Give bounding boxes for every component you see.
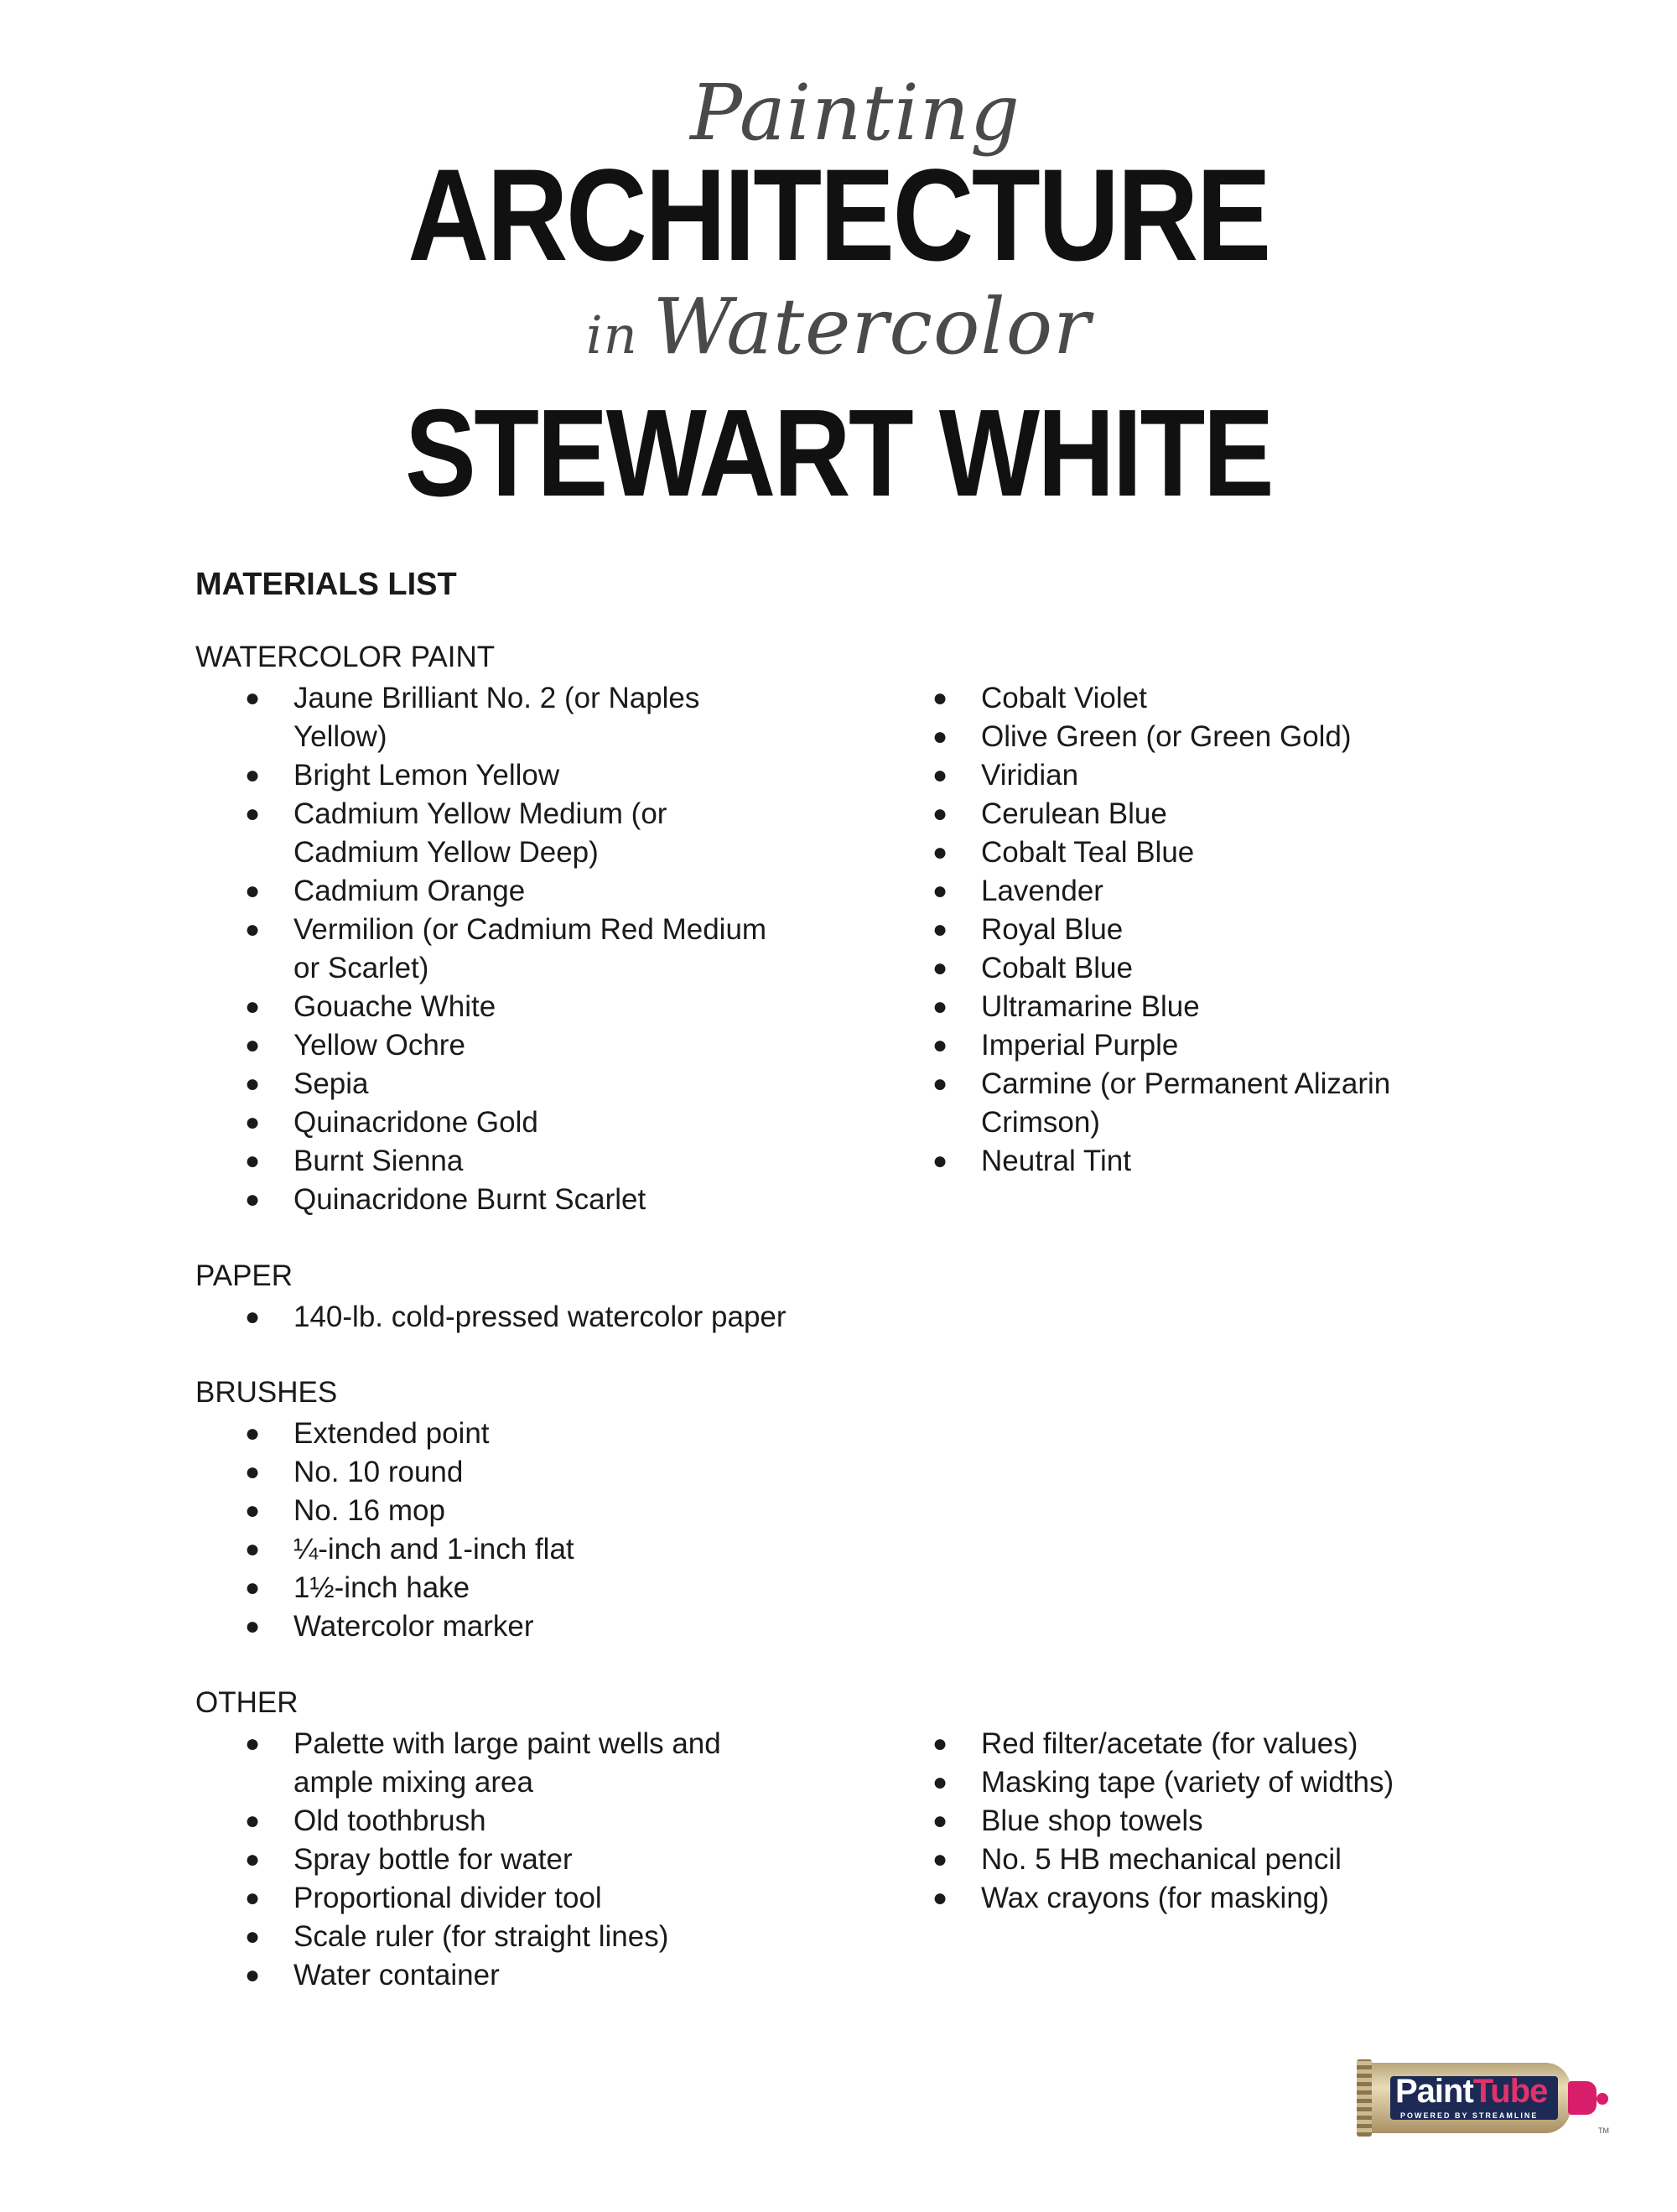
list-item — [932, 1142, 1469, 1181]
list-item-text: Jaune Brilliant No. 2 (or Naples — [293, 682, 700, 714]
list-item — [245, 1841, 815, 1879]
list-item-text: Watercolor marker — [293, 1610, 534, 1643]
bullet-icon: ● — [932, 1807, 948, 1835]
list-item — [245, 1142, 815, 1181]
list-item-text: Blue shop towels — [981, 1804, 1203, 1837]
list-item — [245, 1607, 815, 1646]
title-script-watercolor: Watercolor — [652, 282, 1092, 371]
bullet-icon: ● — [932, 1031, 948, 1059]
list-item-text: Ultramarine Blue — [981, 990, 1200, 1023]
list-item-text: No. 16 mop — [293, 1494, 445, 1527]
list-item — [932, 756, 1469, 795]
bullet-icon: ● — [245, 761, 261, 789]
title-script-line — [0, 277, 1677, 386]
list-item-text: Water container — [293, 1959, 500, 1991]
logo-paint-drop — [1597, 2093, 1608, 2105]
logo-word-paint: Paint — [1395, 2073, 1473, 2110]
list-item-text: Extended point — [293, 1417, 490, 1450]
list-item-text: Sepia — [293, 1067, 369, 1100]
bullet-icon: ● — [245, 1846, 261, 1873]
list-item-text: Quinacridone Burnt Scarlet — [293, 1183, 646, 1216]
list-item-text: Proportional divider tool — [293, 1882, 602, 1914]
list-item — [932, 1841, 1469, 1879]
list-item — [932, 1725, 1469, 1763]
list-item-text: 1½-inch hake — [293, 1571, 470, 1604]
list-item-text: Cadmium Yellow Medium (or — [293, 797, 667, 830]
list-item-text: Imperial Purple — [981, 1029, 1179, 1062]
list-item — [245, 1725, 815, 1802]
list-item — [932, 1802, 1469, 1841]
bullet-icon: ● — [245, 1458, 261, 1486]
bullet-icon: ● — [932, 954, 948, 982]
list-item-text: Palette with large paint wells and — [293, 1727, 721, 1760]
list-item — [932, 1763, 1469, 1802]
logo-tagline: POWERED BY STREAMLINE — [1400, 2111, 1539, 2120]
list-item-text: Quinacridone Gold — [293, 1106, 538, 1139]
list-item — [245, 1065, 815, 1103]
bullet-icon: ● — [932, 1730, 948, 1758]
bullet-icon: ● — [245, 1070, 261, 1098]
list-item — [245, 911, 815, 988]
section-label-other: OTHER — [195, 1686, 299, 1719]
list-item — [245, 1569, 815, 1607]
bullet-icon: ● — [245, 1535, 261, 1563]
bullet-icon: ● — [932, 684, 948, 712]
list-item-text: Lavender — [981, 875, 1103, 907]
bullet-icon: ● — [245, 1961, 261, 1989]
list-item-text: Viridian — [981, 759, 1079, 792]
list-item — [245, 795, 815, 872]
list-item — [932, 988, 1469, 1026]
title-block — [0, 67, 1677, 522]
bullet-icon: ● — [932, 1884, 948, 1912]
list-item-text: Crimson) — [981, 1106, 1100, 1139]
list-item — [932, 1065, 1469, 1142]
bullet-icon: ● — [245, 1147, 261, 1175]
list-item-text: Cobalt Teal Blue — [981, 836, 1195, 869]
bullet-icon: ● — [245, 800, 261, 828]
list-item-text: Old toothbrush — [293, 1804, 486, 1837]
bullet-icon: ● — [245, 1612, 261, 1640]
bullet-icon: ● — [245, 916, 261, 943]
list-item — [245, 1103, 815, 1142]
list-item — [245, 756, 815, 795]
bullet-icon: ● — [932, 1768, 948, 1796]
list-item — [932, 1879, 1469, 1918]
list-item — [932, 1026, 1469, 1065]
list-item-text: Neutral Tint — [981, 1145, 1131, 1177]
list-item — [245, 1879, 815, 1918]
bullet-icon: ● — [932, 916, 948, 943]
list-item-text: Olive Green (or Green Gold) — [981, 720, 1352, 753]
list-item-text: Carmine (or Permanent Alizarin — [981, 1067, 1391, 1100]
author-name: STEWART WHITE — [404, 384, 1273, 522]
list-item — [932, 833, 1469, 872]
list-item-text: Cerulean Blue — [981, 797, 1167, 830]
title-script-painting: Painting — [690, 68, 1020, 158]
list-item-text: Wax crayons (for masking) — [981, 1882, 1329, 1914]
list-item-text: Masking tape (variety of widths) — [981, 1766, 1394, 1799]
list-item-text: Cadmium Yellow Deep) — [293, 836, 599, 869]
title-architecture: ARCHITECTURE — [408, 143, 1269, 288]
paint-list-left — [245, 679, 815, 1219]
list-item — [245, 1530, 815, 1569]
list-item — [932, 795, 1469, 833]
logo-tube-crimp — [1357, 2059, 1372, 2137]
list-item-text: Spray bottle for water — [293, 1843, 573, 1876]
logo-wordmark — [1395, 2073, 1547, 2111]
list-item — [245, 1298, 815, 1337]
list-item — [932, 949, 1469, 988]
bullet-icon: ● — [932, 993, 948, 1020]
list-item-text: ample mixing area — [293, 1766, 533, 1799]
bullet-icon: ● — [245, 1186, 261, 1213]
bullet-icon: ● — [932, 1147, 948, 1175]
list-item — [245, 1181, 815, 1219]
list-item — [245, 872, 815, 911]
bullet-icon: ● — [245, 1730, 261, 1758]
section-label-paint: WATERCOLOR PAINT — [195, 641, 496, 673]
list-item — [245, 1956, 815, 1995]
list-item-text: Gouache White — [293, 990, 496, 1023]
list-item — [932, 911, 1469, 949]
list-item-text: Bright Lemon Yellow — [293, 759, 560, 792]
bullet-icon: ● — [932, 877, 948, 905]
list-item-text: Vermilion (or Cadmium Red Medium — [293, 913, 767, 946]
bullet-icon: ● — [932, 761, 948, 789]
list-item — [245, 1802, 815, 1841]
bullet-icon: ● — [245, 993, 261, 1020]
list-item — [245, 1026, 815, 1065]
bullet-icon: ● — [932, 1070, 948, 1098]
title-script-in: in — [585, 304, 638, 366]
list-item-text: Burnt Sienna — [293, 1145, 464, 1177]
logo-trademark: TM — [1598, 2126, 1609, 2135]
bullet-icon: ● — [245, 1497, 261, 1524]
list-item-text: Cobalt Violet — [981, 682, 1147, 714]
brushes-list — [245, 1415, 815, 1646]
materials-heading: MATERIALS LIST — [195, 567, 457, 602]
painttube-logo — [1357, 2056, 1625, 2140]
list-item-text: Cobalt Blue — [981, 952, 1133, 984]
list-item — [245, 1918, 815, 1956]
other-list-left — [245, 1725, 815, 1995]
bullet-icon: ● — [245, 1807, 261, 1835]
list-item — [245, 1453, 815, 1492]
list-item — [245, 988, 815, 1026]
logo-word-tube: Tube — [1472, 2073, 1548, 2110]
list-item-text: 140-lb. cold-pressed watercolor paper — [293, 1301, 787, 1333]
paint-list-right — [932, 679, 1469, 1181]
bullet-icon: ● — [245, 1884, 261, 1912]
bullet-icon: ● — [245, 684, 261, 712]
list-item — [245, 1492, 815, 1530]
list-item-text: Scale ruler (for straight lines) — [293, 1920, 669, 1953]
logo-tube-cap — [1568, 2081, 1597, 2115]
other-list-right — [932, 1725, 1469, 1918]
section-label-brushes: BRUSHES — [195, 1376, 338, 1409]
list-item-text: Cadmium Orange — [293, 875, 526, 907]
bullet-icon: ● — [245, 1574, 261, 1602]
bullet-icon: ● — [245, 1031, 261, 1059]
bullet-icon: ● — [245, 877, 261, 905]
bullet-icon: ● — [245, 1420, 261, 1447]
section-label-paper: PAPER — [195, 1259, 293, 1292]
bullet-icon: ● — [245, 1109, 261, 1136]
list-item-text: Yellow Ochre — [293, 1029, 465, 1062]
list-item-text: No. 5 HB mechanical pencil — [981, 1843, 1342, 1876]
list-item-text: Yellow) — [293, 720, 387, 753]
bullet-icon: ● — [932, 1846, 948, 1873]
list-item-text: Red filter/acetate (for values) — [981, 1727, 1358, 1760]
list-item-text: or Scarlet) — [293, 952, 429, 984]
list-item-text: No. 10 round — [293, 1456, 464, 1488]
bullet-icon: ● — [245, 1923, 261, 1950]
bullet-icon: ● — [245, 1303, 261, 1331]
list-item-text: ¼-inch and 1-inch flat — [293, 1533, 574, 1566]
list-item-text: Royal Blue — [981, 913, 1124, 946]
list-item — [932, 718, 1469, 756]
bullet-icon: ● — [932, 839, 948, 866]
list-item — [245, 1415, 815, 1453]
bullet-icon: ● — [932, 800, 948, 828]
bullet-icon: ● — [932, 723, 948, 750]
list-item — [932, 872, 1469, 911]
paper-list — [245, 1298, 815, 1337]
list-item — [932, 679, 1469, 718]
list-item — [245, 679, 815, 756]
